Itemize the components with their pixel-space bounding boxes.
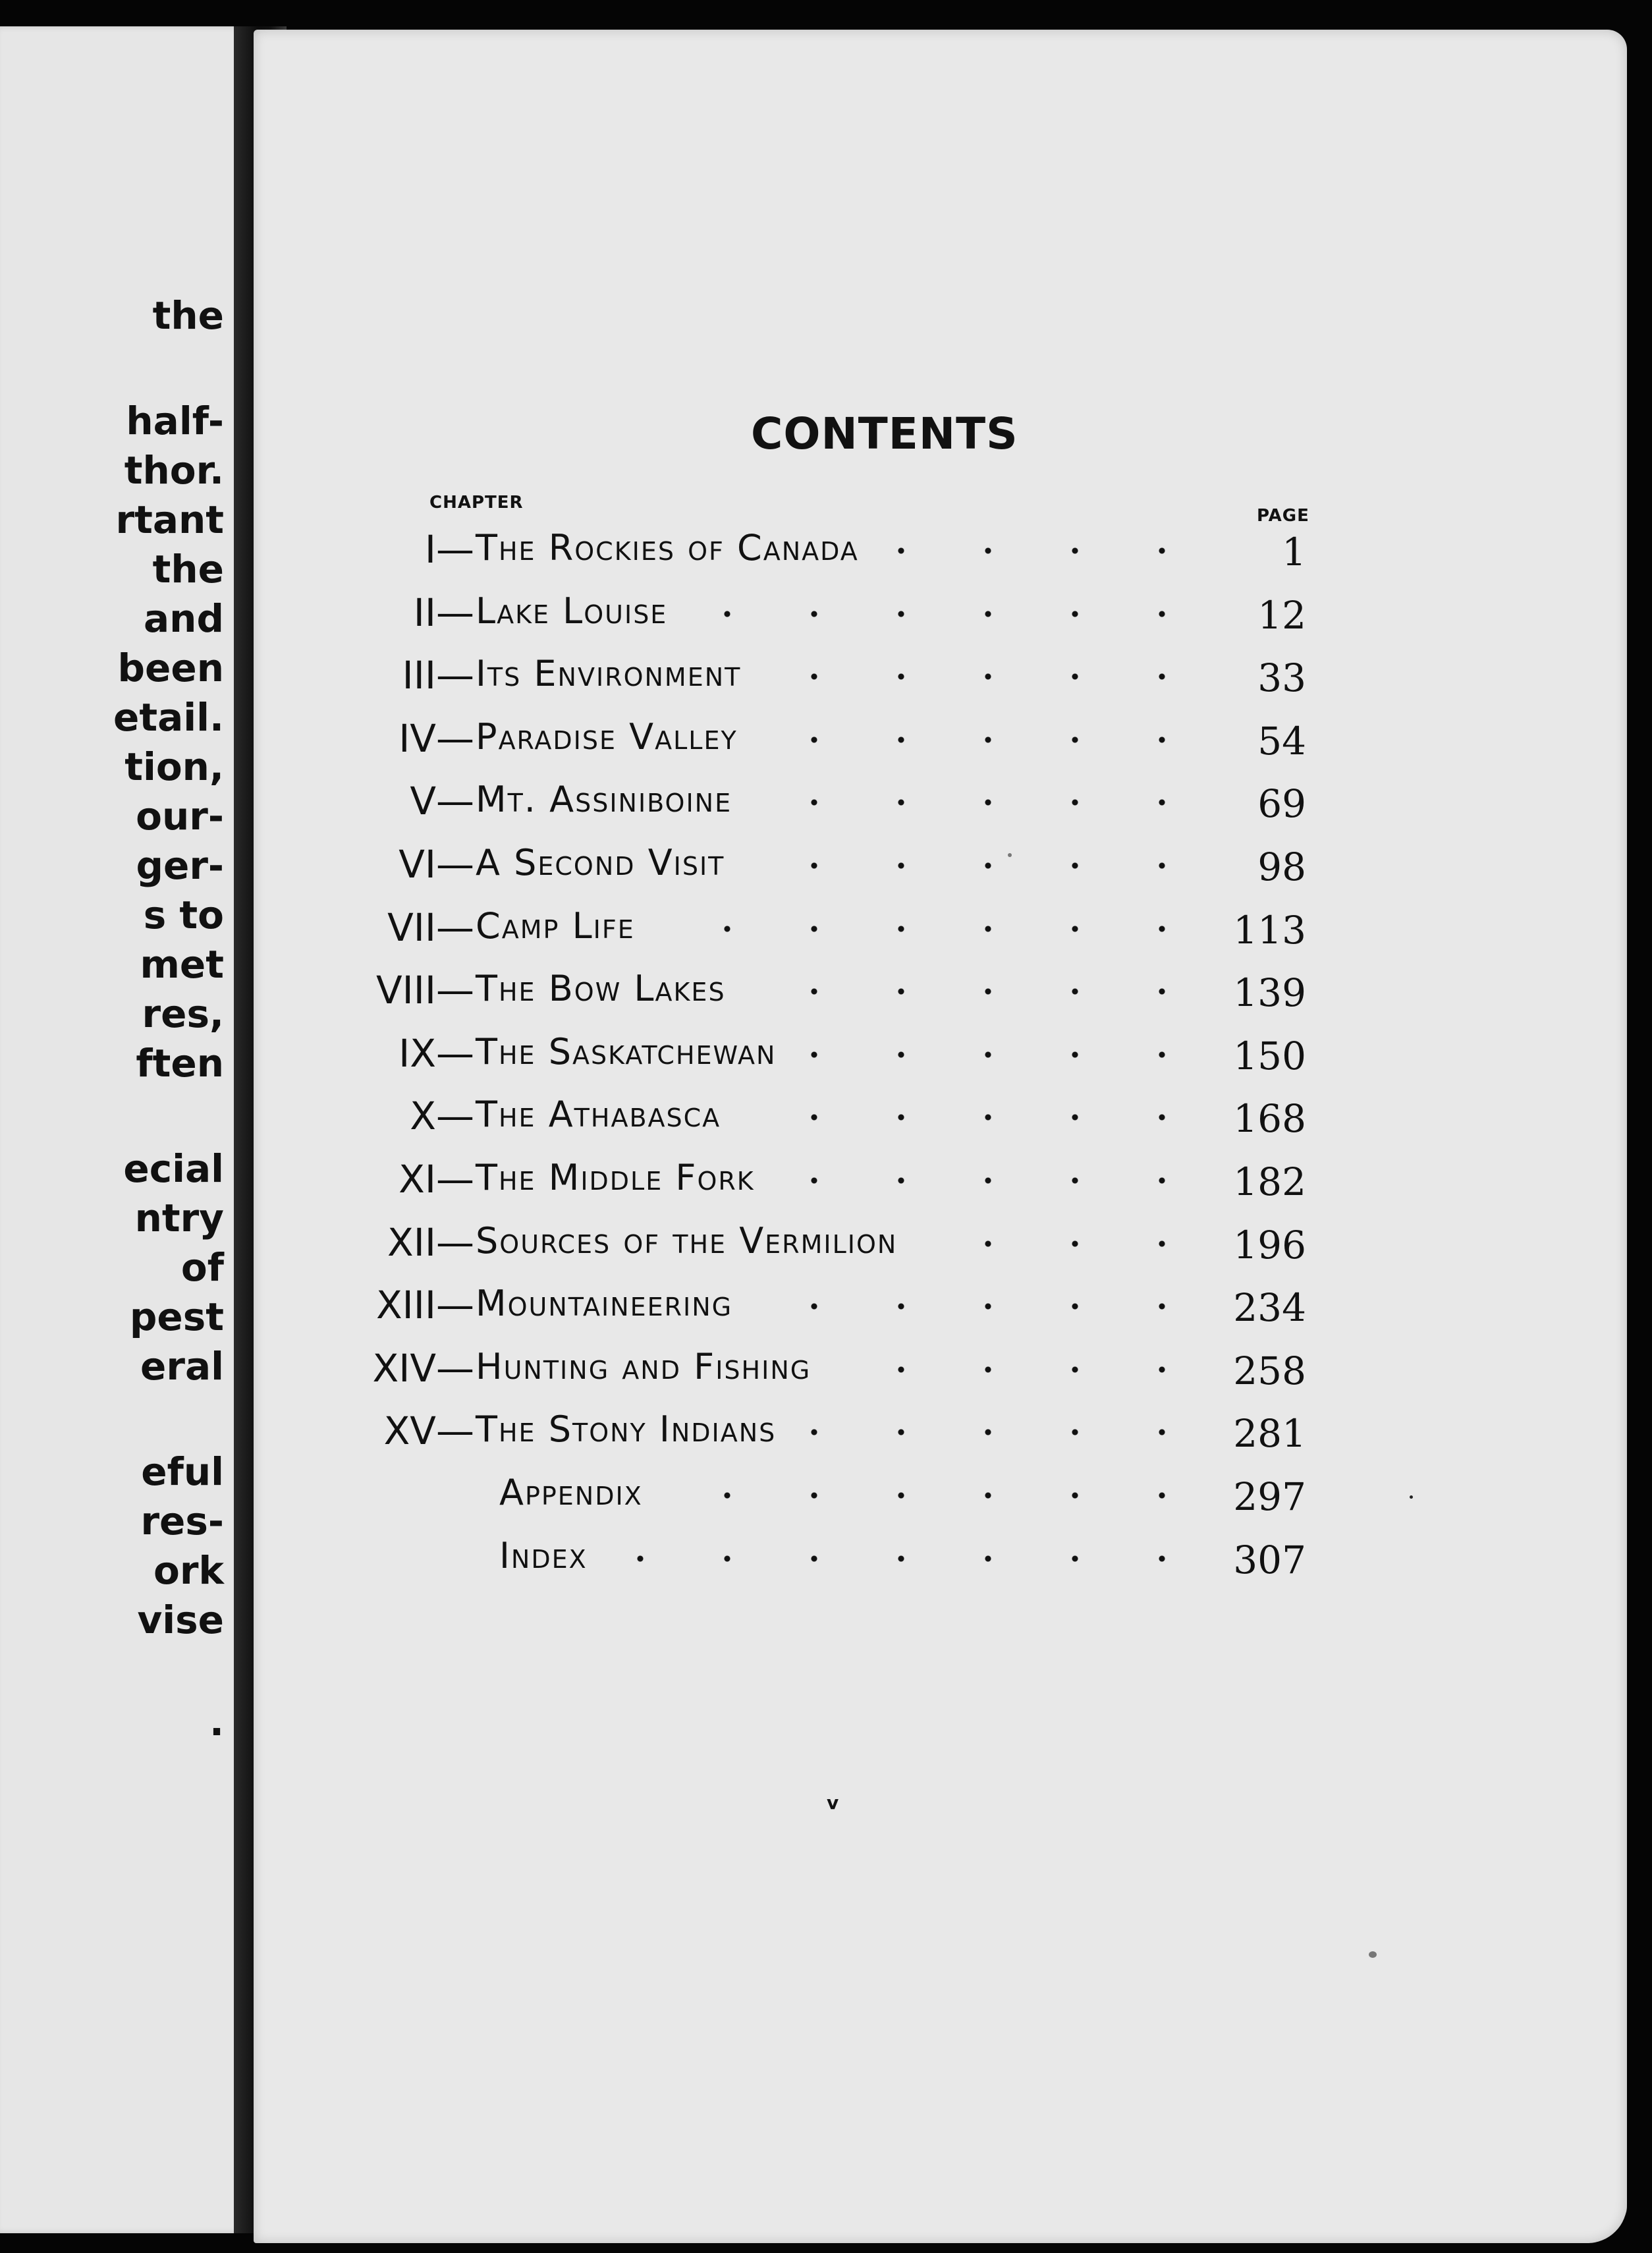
toc-entry[interactable]	[0, 779, 1652, 831]
toc-page-number: 258	[1233, 1349, 1306, 1393]
toc-leader-dots	[824, 1363, 1205, 1376]
left-page-line: pest	[129, 1294, 224, 1339]
toc-leader-dots	[734, 1111, 1205, 1124]
left-page-line: res,	[142, 991, 224, 1036]
toc-chapter-numeral: I—	[424, 527, 474, 572]
toc-chapter-numeral: X—	[410, 1094, 474, 1138]
toc-page-number: 168	[1233, 1096, 1306, 1141]
contents-title: CONTENTS	[751, 408, 1018, 459]
toc-chapter-title: The Bow Lakes	[476, 968, 726, 1009]
toc-leader-dots	[789, 1426, 1205, 1439]
left-page-line: etail.	[113, 695, 224, 740]
toc-page-number: 307	[1233, 1538, 1306, 1582]
toc-chapter-numeral: XV—	[383, 1408, 474, 1453]
left-page-line: and	[144, 596, 224, 641]
left-page-line: rtant	[115, 497, 224, 542]
toc-page-number: 12	[1257, 593, 1306, 638]
toc-page-number: 281	[1233, 1411, 1306, 1456]
toc-chapter-numeral: XIV—	[372, 1346, 474, 1391]
toc-chapter-title: The Saskatchewan	[476, 1031, 777, 1072]
toc-leader-dots	[680, 607, 1205, 621]
toc-entry[interactable]	[0, 1535, 1652, 1588]
chapter-column-header: CHAPTER	[429, 493, 524, 513]
toc-entry[interactable]	[0, 1283, 1652, 1335]
page-column-header: PAGE	[1257, 506, 1309, 526]
toc-entry[interactable]	[0, 716, 1652, 769]
toc-leader-dots	[789, 1048, 1205, 1061]
toc-chapter-title: Index	[499, 1535, 588, 1576]
left-page-line: tion,	[124, 744, 224, 789]
left-page-line: ecial	[123, 1146, 224, 1191]
toc-leader-dots	[601, 1552, 1205, 1565]
left-page-line: eral	[140, 1344, 224, 1389]
left-page-line: eful	[141, 1449, 224, 1494]
toc-chapter-title: Mountaineering	[476, 1283, 733, 1324]
toc-entry[interactable]	[0, 1157, 1652, 1210]
toc-leader-dots	[656, 1489, 1205, 1502]
left-page-line: ntry	[134, 1196, 224, 1240]
toc-entry[interactable]	[0, 590, 1652, 643]
toc-chapter-title: Hunting and Fishing	[476, 1346, 812, 1387]
toc-chapter-title: The Rockies of Canada	[476, 527, 859, 569]
toc-page-number: 196	[1233, 1223, 1306, 1267]
toc-chapter-title: A Second Visit	[476, 842, 725, 883]
toc-page-number: 150	[1233, 1034, 1306, 1078]
toc-entry[interactable]	[0, 1094, 1652, 1146]
toc-chapter-numeral: VI—	[399, 842, 474, 887]
left-page-line: met	[140, 942, 224, 987]
toc-entry[interactable]	[0, 968, 1652, 1020]
toc-entry[interactable]	[0, 1346, 1652, 1399]
toc-page-number: 234	[1233, 1285, 1306, 1330]
toc-chapter-numeral: III—	[402, 653, 474, 698]
toc-leader-dots	[739, 985, 1205, 998]
left-page-line: our-	[136, 794, 224, 839]
toc-chapter-numeral: XII—	[387, 1220, 474, 1265]
toc-entry[interactable]	[0, 905, 1652, 958]
toc-leader-dots	[751, 733, 1205, 746]
toc-page-number: 1	[1282, 530, 1306, 574]
left-page-line: half-	[126, 399, 224, 443]
toc-chapter-title: The Stony Indians	[476, 1408, 777, 1450]
toc-leader-dots	[745, 796, 1205, 809]
left-page-line: of	[180, 1245, 224, 1290]
toc-entry[interactable]	[0, 1031, 1652, 1084]
paper-speck	[1008, 853, 1012, 857]
toc-entry[interactable]	[0, 842, 1652, 895]
toc-entry[interactable]	[0, 1220, 1652, 1273]
toc-chapter-title: Appendix	[499, 1472, 643, 1513]
paper-speck	[1410, 1495, 1413, 1499]
toc-chapter-numeral: XI—	[399, 1157, 474, 1202]
page-folio: v	[827, 1792, 839, 1814]
toc-leader-dots	[910, 1237, 1205, 1250]
left-page-line: res-	[140, 1499, 224, 1544]
left-page-line: vise	[137, 1598, 224, 1642]
toc-chapter-title: Camp Life	[476, 905, 635, 947]
toc-chapter-numeral: II—	[413, 590, 474, 635]
toc-chapter-numeral: VII—	[387, 905, 474, 950]
toc-page-number: 139	[1233, 970, 1306, 1015]
left-page-line: the	[152, 547, 224, 592]
left-page-line: ften	[136, 1041, 224, 1086]
toc-chapter-numeral: IV—	[399, 716, 474, 761]
toc-entry[interactable]	[0, 1408, 1652, 1461]
toc-chapter-title: Sources of the Vermilion	[476, 1220, 898, 1262]
toc-chapter-title: Mt. Assiniboine	[476, 779, 732, 820]
toc-page-number: 69	[1257, 781, 1306, 826]
toc-chapter-title: Paradise Valley	[476, 716, 738, 758]
left-page-line: thor.	[124, 448, 224, 493]
toc-page-number: 98	[1257, 845, 1306, 889]
left-page-line: s to	[143, 893, 224, 937]
toc-entry[interactable]	[0, 1472, 1652, 1524]
paper-speck	[1369, 1951, 1377, 1958]
toc-chapter-numeral: V—	[410, 779, 474, 823]
left-page-line: the	[152, 293, 224, 338]
left-page-line: ger-	[136, 843, 224, 888]
toc-chapter-numeral: XIII—	[375, 1283, 474, 1327]
toc-page-number: 113	[1233, 908, 1306, 953]
toc-chapter-title: Lake Louise	[476, 590, 668, 632]
left-page-line: ork	[153, 1548, 224, 1593]
toc-chapter-numeral: VIII—	[376, 968, 474, 1013]
toc-leader-dots	[738, 859, 1205, 872]
toc-chapter-title: The Middle Fork	[476, 1157, 755, 1198]
toc-chapter-title: Its Environment	[476, 653, 742, 694]
toc-page-number: 33	[1257, 655, 1306, 700]
toc-chapter-title: The Athabasca	[476, 1094, 721, 1135]
left-page-line: .	[209, 1700, 224, 1744]
toc-leader-dots	[648, 922, 1205, 935]
toc-leader-dots	[746, 1300, 1205, 1313]
toc-page-number: 297	[1233, 1474, 1306, 1519]
toc-leader-dots	[872, 544, 1205, 557]
toc-entry[interactable]	[0, 527, 1652, 580]
toc-entry[interactable]	[0, 653, 1652, 706]
toc-page-number: 54	[1257, 719, 1306, 764]
left-page-line: been	[117, 646, 224, 690]
toc-leader-dots	[754, 670, 1205, 683]
toc-chapter-numeral: IX—	[399, 1031, 474, 1076]
toc-page-number: 182	[1233, 1159, 1306, 1204]
toc-leader-dots	[768, 1174, 1205, 1187]
